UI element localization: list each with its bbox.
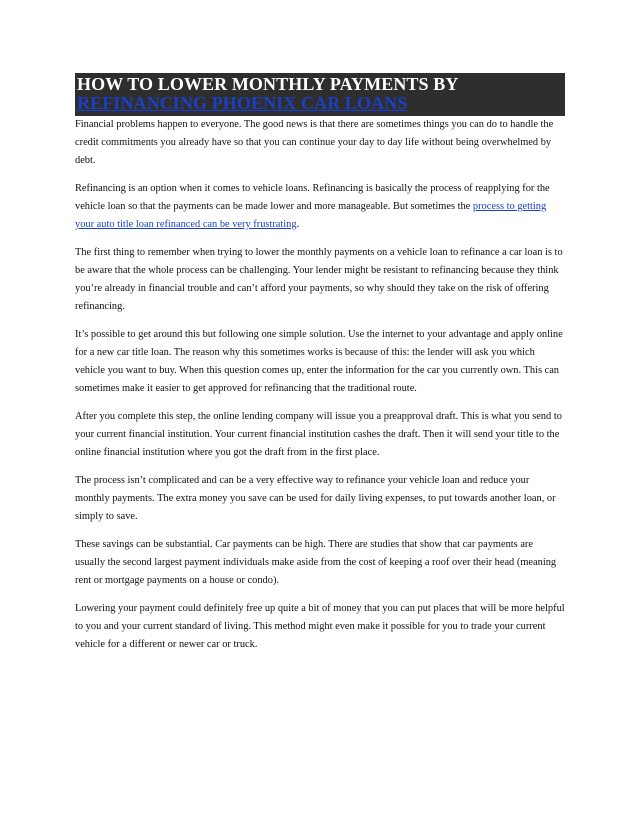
paragraph-4: It’s possible to get around this but following one simple solution. Use the internet to your advantage and apply online for a new car title loan. The reason why this sometimes works is because of this: the lender will ask you which vehicle you want to buy. When this question comes up, enter the information for the car you currently own. This can sometimes make it easier to get approved for refinancing that the traditional route. [75,329,563,394]
paragraph-1: Financial problems happen to everyone. The good news is that there are sometimes things you can do to handle the credit commitments you already have so that you can continue your day to day life without being overwhelmed by debt. [75,119,554,166]
title-line-2-link[interactable]: REFINANCING PHOENIX CAR LOANS [77,93,408,113]
paragraph-2-text-after: . [296,219,300,230]
paragraph-2-text-before: Refinancing is an option when it comes to vehicle loans. Refinancing is basically the process of reapplying for the vehicle loan so that the payments can be made lower and more manageable. But sometimes the [75,183,550,212]
title-line-1: HOW TO LOWER MONTHLY PAYMENTS BY [77,74,459,94]
paragraph-3: The first thing to remember when trying to lower the monthly payments on a vehicle loan to refinance a car loan is to be aware that the whole process can be challenging. Your lender might be resistant to refinancing because they think you’re already in financial trouble and can’t afford your payments, so why should they take on the risk of offering refinancing. [75,247,563,312]
paragraph-7: These savings can be substantial. Car payments can be high. There are studies that show that car payments are usually the second largest payment individuals make aside from the cost of keeping a roof over their head (meaning rent or mortgage payments on a house or condo). [75,539,557,586]
paragraph-8: Lowering your payment could definitely free up quite a bit of money that you can put places that will be more helpful to you and your current standard of living. This method might even make it possible for you to trade your current vehicle for a different or newer car or truck. [75,603,565,650]
paragraph-6: The process isn’t complicated and can be a very effective way to refinance your vehicle loan and reduce your monthly payments. The extra money you save can be used for daily living expenses, to put towards another loan, or simply to save. [75,475,556,522]
refinance-process-link[interactable]: process to getting your auto title loan refinanced can be very frustrating [75,201,547,230]
paragraph-2 [75,180,565,234]
document-page [75,73,565,664]
paragraph-5: After you complete this step, the online lending company will issue you a preapproval draft. This is what you send to your current financial institution. Your current financial institution cashes the draft. Then it will send your title to the online financial institution where you got the draft from in the first place. [75,411,562,458]
page-title [75,73,565,116]
